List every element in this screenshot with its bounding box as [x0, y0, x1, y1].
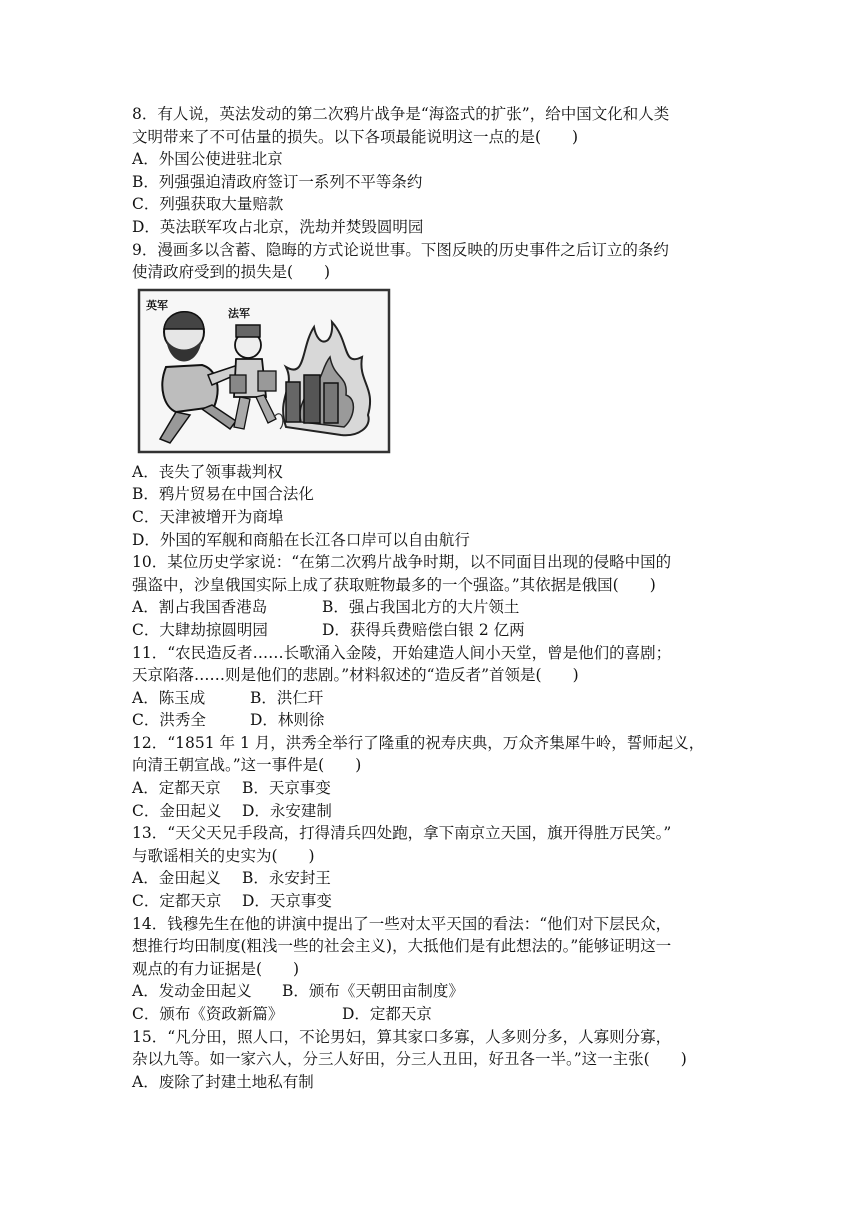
cartoon-figure: [136, 287, 392, 457]
question-8: [132, 103, 732, 239]
option: D．外国的军舰和商船在长江各口岸可以自由航行: [132, 530, 470, 549]
question-13: [132, 822, 732, 912]
option: C．大肆劫掠圆明园: [132, 620, 268, 639]
question-stem-line: 14．钱穆先生在他的讲演中提出了一些对太平天国的看法：“他们对下层民众，: [132, 914, 672, 933]
question-stem-line: 向清王朝宣战。”这一事件是( ): [132, 756, 362, 775]
question-list: [132, 103, 732, 1093]
option: B．永安封王: [242, 869, 331, 888]
option: C．洪秀全: [132, 711, 206, 730]
option-row: [132, 1003, 732, 1026]
option: A．金田起义: [132, 869, 221, 888]
option: A．陈玉成: [132, 688, 206, 707]
question-stem-line: 想推行均田制度(粗浅一些的社会主义)，大抵他们是有此想法的。”能够证明这一: [132, 937, 672, 956]
question-11: [132, 642, 732, 732]
option: A．定都天京: [132, 779, 221, 798]
option-row: [132, 709, 732, 732]
option: B．颁布《天朝田亩制度》: [282, 982, 464, 1001]
option-row: [132, 867, 732, 890]
question-stem-line: 15．“凡分田，照人口，不论男妇，算其家口多寡，人多则分多，人寡则分寡，: [132, 1027, 672, 1046]
option: D．获得兵费赔偿白银 2 亿两: [322, 620, 525, 639]
option: B．列强强迫清政府签订一系列不平等条约: [132, 172, 423, 191]
option-row: [132, 800, 732, 823]
question-stem-line: 12．“1851 年 1 月，洪秀全举行了隆重的祝寿庆典，万众齐集犀牛岭，誓师起义，: [132, 733, 705, 752]
question-stem-line: 9．漫画多以含蓄、隐晦的方式论说世事。下图反映的历史事件之后订立的条约: [132, 240, 669, 259]
question-stem-line: 强盗中，沙皇俄国实际上成了获取赃物最多的一个强盗。”其依据是俄国( ): [132, 575, 656, 594]
option: D．定都天京: [342, 1005, 432, 1023]
option: B．强占我国北方的大片领土: [322, 598, 520, 617]
question-stem-line: 文明带来了不可估量的损失。以下各项最能说明这一点的是( ): [132, 127, 579, 146]
question-stem-line: 天京陷落……则是他们的悲剧。”材料叙述的“造反者”首领是( ): [132, 666, 579, 685]
option: A．丧失了领事裁判权: [132, 462, 283, 481]
option: C．颁布《资政新篇》: [132, 1005, 284, 1023]
question-stem-line: 使清政府受到的损失是( ): [132, 263, 331, 282]
question-14: [132, 913, 732, 1026]
question-stem-line: 8．有人说，英法发动的第二次鸦片战争是“海盗式的扩张”，给中国文化和人类: [132, 105, 670, 123]
option: D．林则徐: [250, 711, 325, 730]
question-stem-line: 观点的有力证据是( ): [132, 959, 300, 978]
option: D．英法联军攻占北京，洗劫并焚毁圆明园: [132, 217, 424, 236]
option: C．列强获取大量赔款: [132, 195, 284, 214]
option: C．金田起义: [132, 801, 222, 820]
option: B．鸦片贸易在中国合法化: [132, 485, 314, 504]
question-9: [132, 239, 732, 552]
option: C．定都天京: [132, 892, 222, 911]
option: B．天京事变: [242, 779, 331, 798]
cartoon-label-english: 英军: [146, 298, 168, 312]
option: A．割占我国香港岛: [132, 598, 268, 617]
question-stem-line: 与歌谣相关的史实为( ): [132, 846, 315, 865]
question-stem-line: 11．“农民造反者……长歌涌入金陵，开始建造人间小天堂，曾是他们的喜剧；: [132, 643, 672, 662]
cartoon-label-french: 法军: [228, 306, 250, 320]
option: D．天京事变: [242, 892, 332, 911]
option: A．废除了封建土地私有制: [132, 1072, 314, 1091]
question-stem-line: 杂以九等。如一家六人，分三人好田，分三人丑田，好丑各一半。”这一主张( ): [132, 1050, 687, 1069]
option-row: [132, 890, 732, 913]
option-row: [132, 619, 732, 642]
option-row: [132, 596, 732, 619]
question-15: [132, 1026, 732, 1094]
question-12: [132, 732, 732, 822]
option: D．永安建制: [242, 801, 332, 820]
option-row: [132, 980, 732, 1003]
option-row: [132, 687, 732, 710]
option: A．发动金田起义: [132, 982, 252, 1001]
option-row: [132, 777, 732, 800]
option: A．外国公使进驻北京: [132, 150, 283, 169]
question-stem-line: 10．某位历史学家说：“在第二次鸦片战争时期，以不同面目出现的侵略中国的: [132, 553, 672, 572]
question-stem-line: 13．“天父天兄手段高，打得清兵四处跑，拿下南京立天国，旗开得胜万民笑。”: [132, 824, 672, 843]
cartoon-drawing: [136, 287, 392, 457]
question-10: [132, 551, 732, 641]
option: C．天津被增开为商埠: [132, 507, 284, 526]
option: B．洪仁玕: [250, 688, 324, 707]
